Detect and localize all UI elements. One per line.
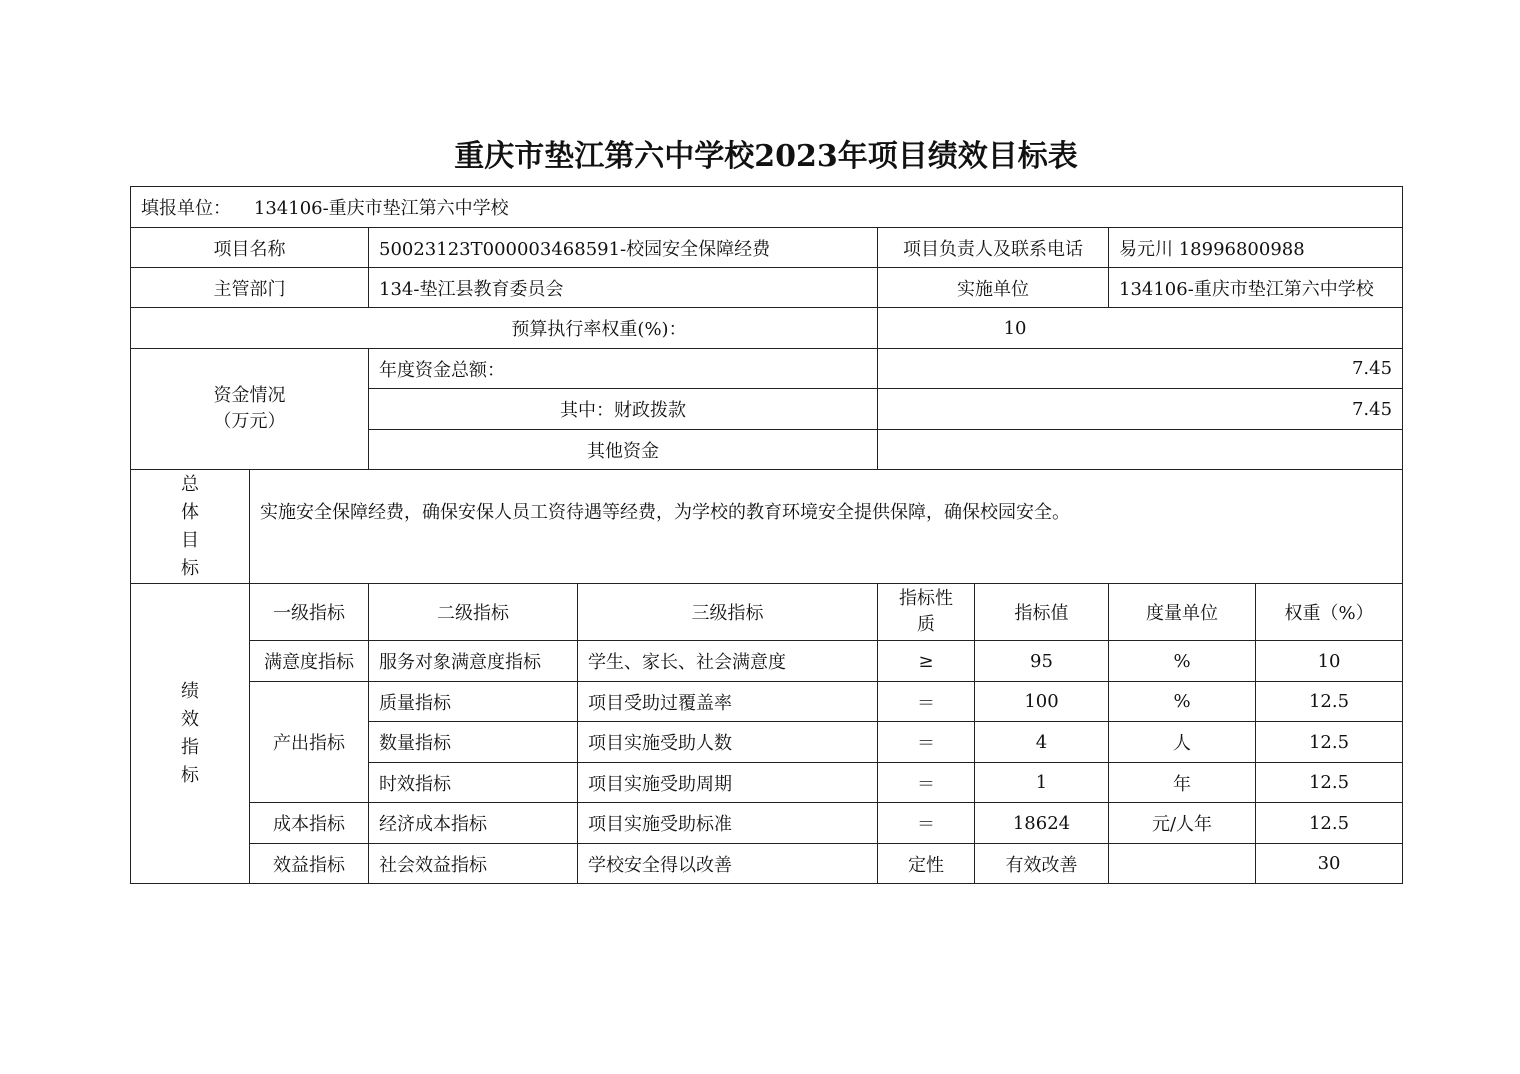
level1-cell: 满意度指标 bbox=[250, 641, 369, 682]
unit-cell: % bbox=[1109, 641, 1256, 682]
implementing-unit-value: 134106-重庆市垫江第六中学校 bbox=[1109, 268, 1403, 308]
indicator-header-row bbox=[131, 584, 1403, 641]
unit-value: 134106-重庆市垫江第六中学校 bbox=[253, 198, 509, 219]
level3-cell: 学校安全得以改善 bbox=[578, 844, 878, 884]
unit-cell bbox=[1109, 844, 1256, 884]
unit-row bbox=[131, 187, 1403, 228]
nature-cell: ＝ bbox=[878, 722, 975, 763]
indicators-label-char: 指 bbox=[181, 736, 199, 758]
project-name-value: 50023123T000003468591-校园安全保障经费 bbox=[369, 228, 878, 268]
header-level1: 一级指标 bbox=[250, 584, 369, 641]
weight-cell: 12.5 bbox=[1256, 682, 1403, 722]
value-cell: 4 bbox=[975, 722, 1109, 763]
project-name-label: 项目名称 bbox=[131, 228, 369, 268]
level3-cell: 项目实施受助人数 bbox=[578, 722, 878, 763]
funds-fiscal-label: 其中：财政拨款 bbox=[369, 389, 878, 430]
funds-fiscal-value: 7.45 bbox=[878, 389, 1403, 430]
budget-weight-label: 预算执行率权重(%)： bbox=[131, 308, 878, 349]
funds-total-label: 年度资金总额： bbox=[369, 349, 878, 389]
level2-cell: 经济成本指标 bbox=[369, 803, 578, 844]
value-cell: 100 bbox=[975, 682, 1109, 722]
weight-cell: 12.5 bbox=[1256, 722, 1403, 763]
level1-cell: 效益指标 bbox=[250, 844, 369, 884]
value-cell: 18624 bbox=[975, 803, 1109, 844]
level3-cell: 项目实施受助标准 bbox=[578, 803, 878, 844]
level3-cell: 学生、家长、社会满意度 bbox=[578, 641, 878, 682]
page-title: 重庆市垫江第六中学校2023年项目绩效目标表 bbox=[454, 139, 1078, 174]
header-level2: 二级指标 bbox=[369, 584, 578, 641]
indicators-label-char: 绩 bbox=[181, 680, 199, 702]
funds-label bbox=[131, 349, 369, 470]
funds-total-value: 7.45 bbox=[878, 349, 1403, 389]
weight-cell: 10 bbox=[1256, 641, 1403, 682]
nature-cell: ＝ bbox=[878, 763, 975, 803]
funds-other-value bbox=[878, 430, 1403, 470]
header-nature bbox=[878, 584, 975, 641]
header-nature-line1: 指标性 bbox=[899, 588, 953, 609]
funds-label-line2: （万元） bbox=[213, 411, 286, 432]
nature-cell: ＝ bbox=[878, 803, 975, 844]
unit-label: 填报单位： bbox=[141, 198, 231, 219]
weight-cell: 12.5 bbox=[1256, 803, 1403, 844]
value-cell: 95 bbox=[975, 641, 1109, 682]
level1-cell: 产出指标 bbox=[250, 682, 369, 803]
table-row bbox=[131, 844, 1403, 884]
nature-cell: 定性 bbox=[878, 844, 975, 884]
goal-label-char: 目 bbox=[181, 529, 199, 551]
level2-cell: 时效指标 bbox=[369, 763, 578, 803]
implementing-unit-label: 实施单位 bbox=[878, 268, 1109, 308]
department-row bbox=[131, 268, 1403, 308]
project-name-row bbox=[131, 228, 1403, 268]
table-row bbox=[131, 803, 1403, 844]
funds-label-line1: 资金情况 bbox=[213, 385, 286, 406]
unit-cell: % bbox=[1109, 682, 1256, 722]
value-cell: 1 bbox=[975, 763, 1109, 803]
indicators-label-char: 标 bbox=[181, 764, 199, 786]
contact-label: 项目负责人及联系电话 bbox=[878, 228, 1109, 268]
unit-cell: 元/人年 bbox=[1109, 803, 1256, 844]
header-nature-line2: 质 bbox=[917, 614, 935, 635]
header-value: 指标值 bbox=[975, 584, 1109, 641]
indicators-label bbox=[131, 584, 250, 884]
weight-cell: 30 bbox=[1256, 844, 1403, 884]
nature-cell: ≥ bbox=[878, 641, 975, 682]
level3-cell: 项目受助过覆盖率 bbox=[578, 682, 878, 722]
nature-cell: ＝ bbox=[878, 682, 975, 722]
header-weight: 权重（%） bbox=[1256, 584, 1403, 641]
goal-label-char: 体 bbox=[181, 501, 199, 523]
weight-cell: 12.5 bbox=[1256, 763, 1403, 803]
level2-cell: 质量指标 bbox=[369, 682, 578, 722]
funds-other-label: 其他资金 bbox=[369, 430, 878, 470]
contact-value: 易元川 18996800988 bbox=[1109, 228, 1403, 268]
department-value: 134-垫江县教育委员会 bbox=[369, 268, 878, 308]
level2-cell: 社会效益指标 bbox=[369, 844, 578, 884]
table-row bbox=[131, 641, 1403, 682]
overall-goal-text: 实施安全保障经费，确保安保人员工资待遇等经费，为学校的教育环境安全提供保障，确保校园安全。 bbox=[250, 470, 1403, 584]
department-label: 主管部门 bbox=[131, 268, 369, 308]
budget-weight-value: 10 bbox=[878, 308, 1403, 349]
overall-goal-label bbox=[131, 470, 250, 584]
overall-goal-row bbox=[131, 470, 1403, 584]
unit-cell bbox=[131, 187, 1403, 228]
performance-target-table bbox=[130, 186, 1403, 884]
indicators-label-char: 效 bbox=[181, 708, 199, 730]
level3-cell: 项目实施受助周期 bbox=[578, 763, 878, 803]
header-unit: 度量单位 bbox=[1109, 584, 1256, 641]
unit-cell: 年 bbox=[1109, 763, 1256, 803]
goal-label-char: 标 bbox=[181, 557, 199, 579]
goal-label-char: 总 bbox=[181, 473, 199, 495]
level1-cell: 成本指标 bbox=[250, 803, 369, 844]
table-row bbox=[131, 682, 1403, 722]
level2-cell: 数量指标 bbox=[369, 722, 578, 763]
header-level3: 三级指标 bbox=[578, 584, 878, 641]
budget-weight-row bbox=[131, 308, 1403, 349]
value-cell: 有效改善 bbox=[975, 844, 1109, 884]
level2-cell: 服务对象满意度指标 bbox=[369, 641, 578, 682]
unit-cell: 人 bbox=[1109, 722, 1256, 763]
funds-total-row bbox=[131, 349, 1403, 389]
